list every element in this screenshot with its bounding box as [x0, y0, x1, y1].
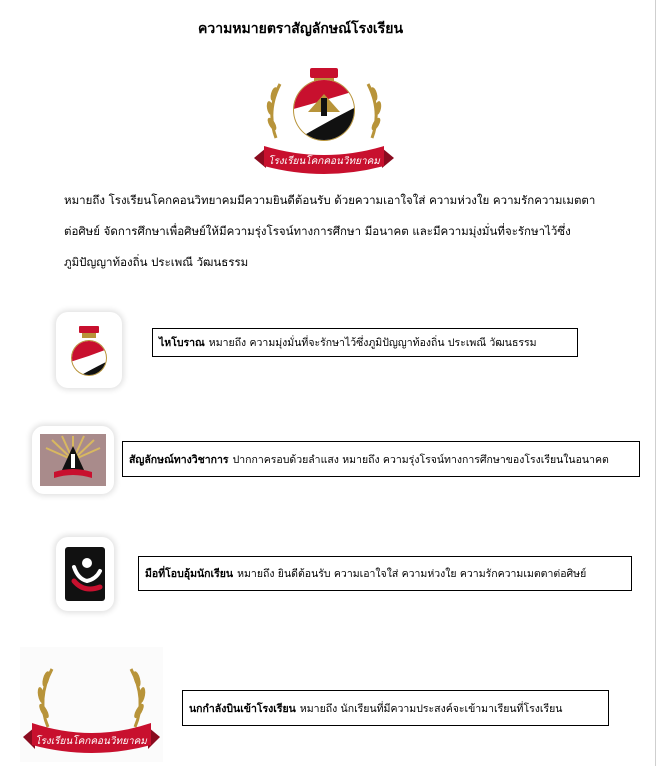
- item-meaning: หมายถึง นักเรียนที่มีความประสงค์จะเข้ามาเรียนที่โรงเรียน: [299, 702, 563, 715]
- page-title: ความหมายตราสัญลักษณ์โรงเรียน: [198, 21, 404, 37]
- wreath-banner-text: โรงเรียนโคกคอนวิทยาคม: [35, 736, 147, 747]
- meaning-box: [152, 328, 578, 357]
- meaning-box: [122, 441, 640, 477]
- emblem-banner-text: โรงเรียนโคกคอนวิทยาคม: [268, 156, 380, 167]
- item-meaning: หมายถึง ยินดีต้อนรับ ความเอาใจใส่ ความห่วงใย ความรักความเมตตาต่อศิษย์: [237, 568, 587, 580]
- description-line: ภูมิปัญญาท้องถิ่น ประเพณี วัฒนธรรม: [64, 255, 249, 269]
- item-meaning: หมายถึง ความมุ่งมั่นที่จะรักษาไว้ซึ่งภูมิปัญญาท้องถิ่น ประเพณี วัฒนธรรม: [208, 337, 537, 349]
- item-term: มือที่โอบอุ้มนักเรียน: [145, 568, 234, 580]
- item-term: ไหโบราณ: [159, 337, 205, 349]
- description-line: หมายถึง โรงเรียนโคกคอนวิทยาคมมีความยินดีต้อนรับ ด้วยความเอาใจใส่ ความห่วงใย ความรักความเมตตา: [64, 193, 596, 207]
- item-term: นกกำลังบินเข้าโรงเรียน: [189, 702, 296, 715]
- meaning-box: [182, 690, 609, 726]
- item-term: สัญลักษณ์ทางวิชาการ: [129, 453, 229, 466]
- meaning-box: [138, 556, 632, 591]
- jar-icon-tile: [56, 312, 122, 388]
- academic-icon-tile: [32, 426, 114, 494]
- wreath-icon-tile: [20, 647, 163, 762]
- hands-icon-tile: [56, 537, 114, 611]
- item-meaning: ปากกาครอบด้วยลำแสง หมายถึง ความรุ่งโรจน์ทางการศึกษาของโรงเรียนในอนาคต: [232, 453, 609, 466]
- academic-symbol-icon: [32, 426, 114, 494]
- ancient-jar-icon: [56, 312, 122, 388]
- school-emblem: [246, 66, 402, 176]
- description-line: ต่อศิษย์ จัดการศึกษาเพื่อศิษย์ให้มีความรุ่งโรจน์ทางการศึกษา มีอนาคต และมีความมุ่งมั่นที่จะรักษาไว้ซึ่ง: [64, 224, 571, 238]
- page-edge: [655, 0, 656, 766]
- emblem-description: [64, 185, 624, 278]
- wreath-banner-icon: [20, 647, 163, 762]
- embracing-hands-icon: [56, 537, 114, 611]
